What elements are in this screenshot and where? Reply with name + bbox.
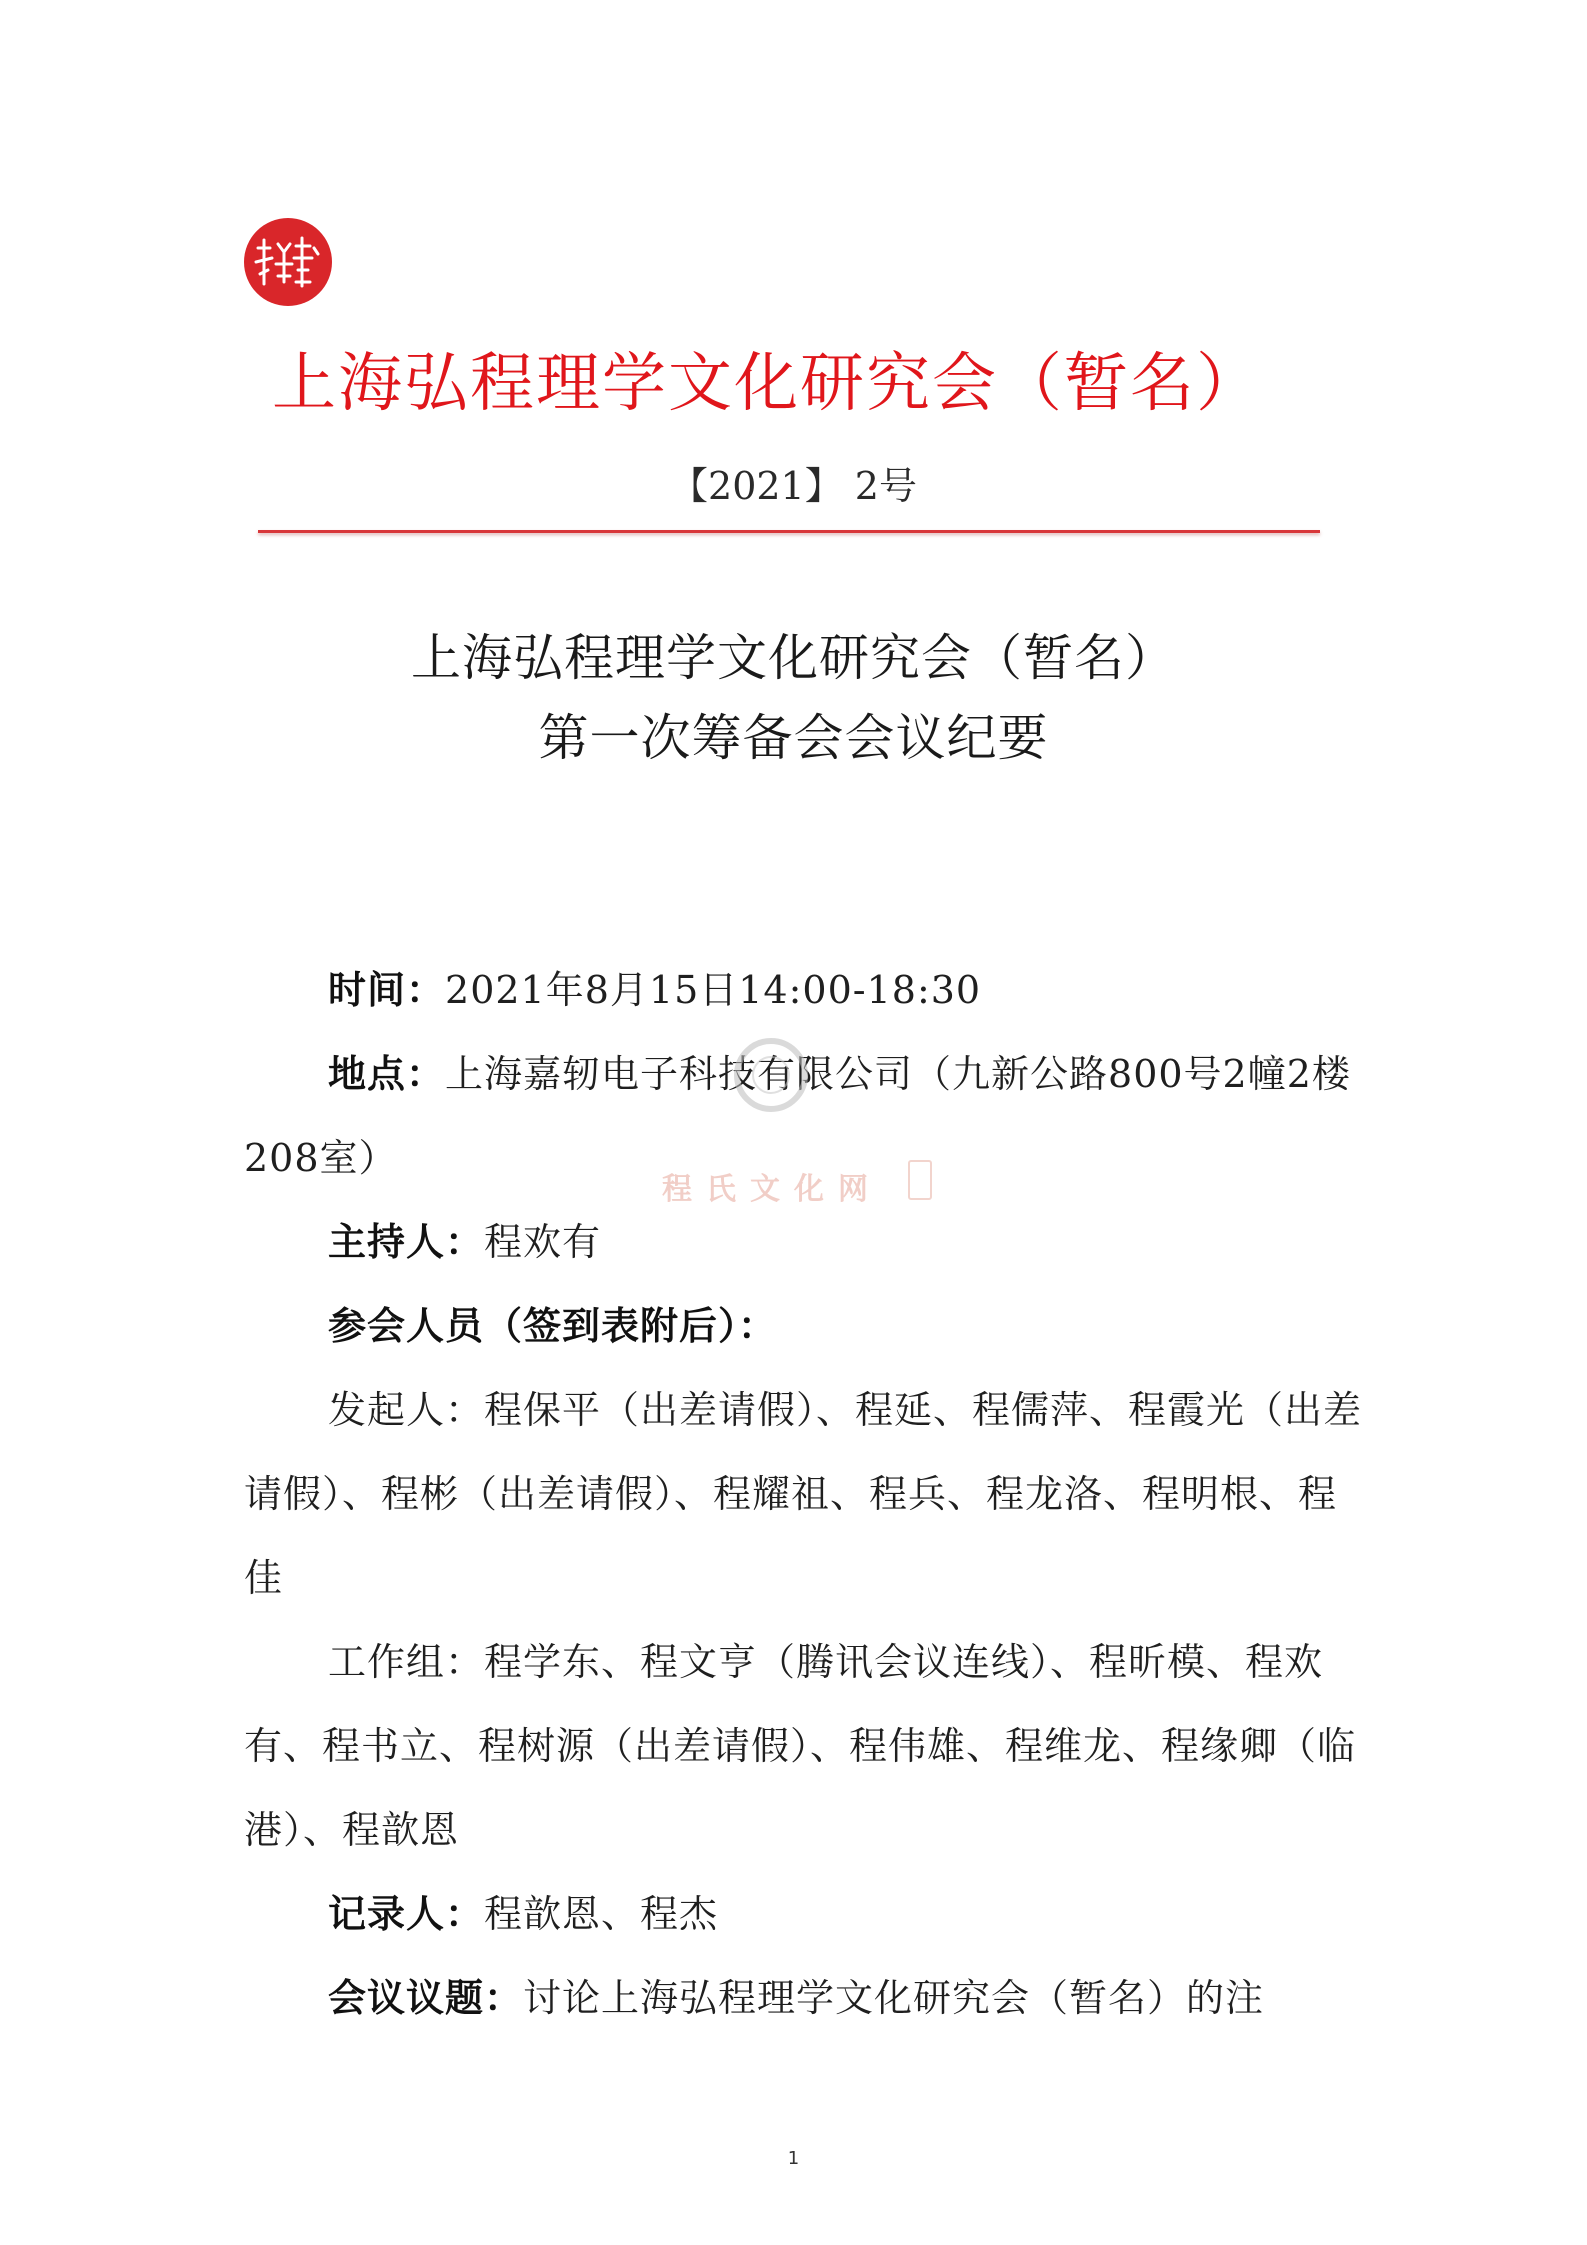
document-number: 【2021】 2号: [670, 464, 917, 508]
meeting-title-line-2: 第一次筹备会会议纪要: [538, 709, 1049, 767]
red-seal-logo-icon: [244, 218, 332, 306]
paragraph-location: [244, 1032, 1364, 1200]
paragraph-label: 参会人员（签到表附后）：: [328, 1304, 778, 1348]
paragraph-label: 主持人：: [328, 1220, 485, 1264]
watermark-text: 程氏文化网: [662, 1172, 882, 1207]
paragraph-value: 程保平（出差请假）、程延、程儒萍、程霞光（出差请假）、程彬（出差请假）、程耀祖、程兵、程龙洛、程明根、程佳: [244, 1388, 1363, 1600]
paragraph-label: 会议议题：: [328, 1976, 524, 2020]
meeting-title-line-1: 上海弘程理学文化研究会（暂名）: [411, 629, 1176, 687]
paragraph-working-group: [244, 1620, 1364, 1872]
paragraph-value: 程欢有: [484, 1220, 602, 1264]
paragraph-label: 记录人：: [328, 1892, 485, 1936]
paragraph-value: 程歆恩、程杰: [484, 1892, 719, 1936]
paragraph-time: [244, 948, 1364, 1032]
page-number: 1: [787, 2148, 800, 2169]
red-divider-rule: [258, 530, 1320, 533]
paragraph-value: 讨论上海弘程理学文化研究会（暂名）的注: [523, 1976, 1265, 2020]
paragraph-value: 2021年8月15日14:00-18:30: [445, 968, 982, 1012]
minutes-body: [244, 948, 1364, 2040]
meeting-title: [0, 618, 1587, 778]
paragraph-value: 上海嘉轫电子科技有限公司（九新公路800号2幢2楼208室）: [244, 1052, 1351, 1180]
paragraph-label: 地点：: [328, 1052, 446, 1096]
paragraph-label: 工作组：: [328, 1640, 485, 1684]
paragraph-label: 时间：: [328, 968, 446, 1012]
paragraph-attendees: [244, 1284, 1364, 1368]
paragraph-value: 程学东、程文亨（腾讯会议连线）、程昕模、程欢有、程书立、程树源（出差请假）、程伟雄、程维龙、程缘卿（临港）、程歆恩: [244, 1640, 1357, 1852]
paragraph-agenda: [244, 1956, 1364, 2040]
org-title: 上海弘程理学文化研究会（暂名）: [272, 347, 1262, 421]
paragraph-host: [244, 1200, 1364, 1284]
paragraph-label: 发起人：: [328, 1388, 485, 1432]
paragraph-initiators: [244, 1368, 1364, 1620]
paragraph-recorder: [244, 1872, 1364, 1956]
